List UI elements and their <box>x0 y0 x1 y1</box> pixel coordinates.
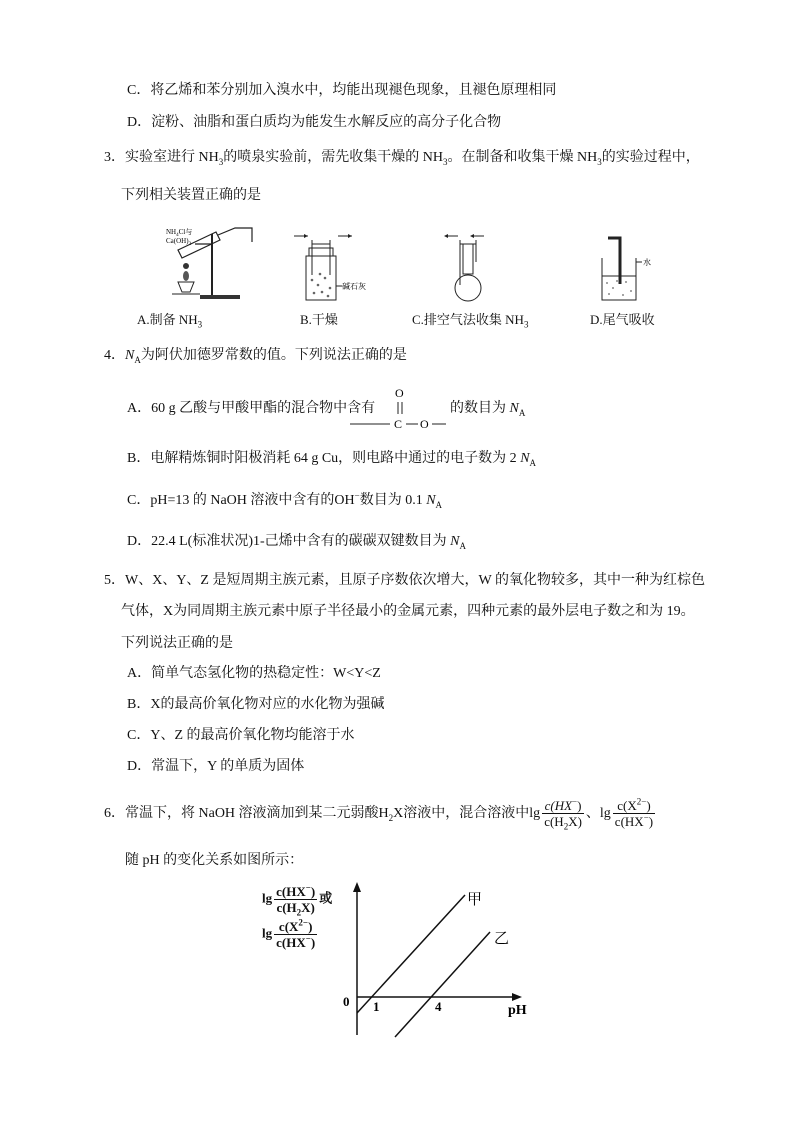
struct-carbon: C <box>394 417 403 431</box>
superscript: − <box>305 882 311 893</box>
q3-stem-part: 的喷泉实验前，需先收集干燥的 NH <box>223 150 443 165</box>
q4-stem <box>104 346 407 366</box>
lg-label: lg <box>262 890 273 906</box>
caption-a <box>137 311 202 329</box>
lg-label: lg <box>262 925 273 941</box>
subscript: 2 <box>388 812 394 823</box>
apparatus-d-label: 水 <box>643 258 651 267</box>
apparatus-a-figure <box>160 222 260 304</box>
q5-option-a: A．简单气态氢化物的热稳定性：W<Y<Z <box>127 666 381 681</box>
frac-numerator: c(X <box>278 919 299 934</box>
caption-c <box>412 311 528 329</box>
superscript: − <box>572 796 578 807</box>
series-jia-line <box>357 895 465 1013</box>
lg-label: lg <box>599 806 611 821</box>
avogadro-symbol: N <box>125 348 135 363</box>
subscript: A <box>459 540 466 551</box>
avogadro-symbol: N <box>509 401 519 416</box>
acid-formula-x: X <box>393 806 404 821</box>
q5-stem-line1: 5．W、X、Y、Z 是短周期主族元素，且原子序数依次增大，W 的氧化物较多，其中一种为红棕色 <box>104 573 705 588</box>
q4-option-b-text: B．电解精炼铜时阳极消耗 64 g Cu，则电路中通过的电子数为 2 <box>127 451 517 466</box>
separator: 、 <box>585 806 600 821</box>
frac-numerator: c(HX <box>276 884 306 899</box>
q3-stem <box>104 148 700 168</box>
superscript: − <box>643 812 649 823</box>
frac-denominator: c(HX <box>614 814 644 830</box>
y-axis-arrow <box>353 882 361 892</box>
tick-1-label: 1 <box>373 999 380 1014</box>
or-label: 或 <box>319 890 333 906</box>
series-yi-line <box>395 932 490 1037</box>
frac-numerator: c(X <box>617 798 637 814</box>
q4-option-c-suffix: 数目为 0.1 <box>359 493 423 508</box>
frac-numerator: c(HX <box>544 798 573 814</box>
q5-option-d: D．常温下，Y 的单质为固体 <box>127 759 305 774</box>
avogadro-symbol: N <box>426 493 436 508</box>
x-axis-label: pH <box>508 1003 527 1018</box>
superscript: − <box>354 490 360 501</box>
subscript: A <box>134 354 141 365</box>
q3-stem-part: 。在制备和收集干燥 NH <box>447 150 598 165</box>
avogadro-symbol: N <box>450 534 460 549</box>
q5-stem-line2: 气体，X为同周期主族元素中原子半径最小的金属元素，四种元素的最外层电子数之和为 19。 <box>121 604 695 619</box>
subscript: 2 <box>296 907 302 918</box>
ph-graph <box>340 880 540 1040</box>
subscript: 3 <box>197 319 203 330</box>
frac-denominator: c(H <box>544 814 564 830</box>
q4-option-b <box>127 449 536 469</box>
subscript: 3 <box>597 156 602 167</box>
apparatus-a-label1: $NH_4Cl$与 <box>166 228 193 238</box>
q3-stem-part: 3．实验室进行 NH <box>104 150 219 165</box>
subscript: 3 <box>523 319 529 330</box>
superscript: 2− <box>636 796 647 807</box>
hydroxide-ion: OH <box>334 493 355 508</box>
series-jia-label: 甲 <box>467 892 483 908</box>
q4-option-a <box>127 399 375 419</box>
apparatus-b-figure <box>290 230 370 305</box>
q4-option-d <box>127 532 466 552</box>
frac-denominator: c(H <box>276 900 297 915</box>
acid-formula: H <box>378 806 389 821</box>
apparatus-a-label2: $Ca(OH)_2$ <box>166 237 192 247</box>
lg-label: lg <box>529 806 541 821</box>
q4-option-c-text: C．pH=13 的 NaOH 溶液中含有的 <box>127 493 335 508</box>
frac-denominator-end: X) <box>301 900 315 915</box>
fraction-x-hx: $\frac{c(X^{2-})}{c(HX^-)}$ <box>614 796 654 830</box>
q4-stem-text: 为阿伏加德罗常数的值。下列说法正确的是 <box>140 348 407 363</box>
apparatus-b-label: 碱石灰 <box>342 282 366 291</box>
subscript: A <box>435 499 443 510</box>
superscript: − <box>305 933 311 944</box>
frac-denominator-end: X) <box>568 814 582 830</box>
subscript: 3 <box>218 156 224 167</box>
origin-label: 0 <box>343 994 350 1009</box>
q5-stem-line3: 下列说法正确的是 <box>121 636 233 651</box>
avogadro-symbol: N <box>520 451 530 466</box>
graph-ylabel: lg $\frac{c(HX^-)}{c(H_2X)}$ 或 lg $\frac{c(X^{2-})}{c(HX^-)}$ <box>262 882 333 950</box>
q6-stem-line2: 随 pH 的变化关系如图所示： <box>125 853 304 868</box>
q4-option-a-suffix-text: 的数目为 <box>450 401 506 416</box>
subscript: 3 <box>442 156 448 167</box>
struct-oxygen: O <box>420 417 429 431</box>
q4-option-c <box>127 491 442 511</box>
apparatus-c-figure <box>440 230 500 305</box>
q5-option-c: C．Y、Z 的最高价氧化物均能溶于水 <box>127 728 355 743</box>
caption-d: D.尾气吸收 <box>590 312 655 327</box>
superscript: 2− <box>298 917 309 928</box>
q3-stem-line2: 下列相关装置正确的是 <box>121 188 261 203</box>
x-axis-arrow <box>512 993 522 1001</box>
caption-a-text: A.制备 NH <box>137 312 198 327</box>
q4-number: 4． <box>104 348 125 363</box>
series-yi-label: 乙 <box>494 931 510 947</box>
q6-stem-text: 6．常温下，将 NaOH 溶液滴加到某二元弱酸 <box>104 806 379 821</box>
tick-4-label: 4 <box>435 999 442 1014</box>
apparatus-d-figure <box>598 236 658 304</box>
q2-option-c: C．将乙烯和苯分别加入溴水中，均能出现褪色现象，且褪色原理相同 <box>127 83 557 98</box>
subscript: A <box>518 407 526 418</box>
q4-option-d-text: D．22.4 L(标准状况)1-己烯中含有的碳碳双键数目为 <box>127 534 447 549</box>
frac-denominator: c(HX <box>276 935 306 950</box>
q4-option-a-text: A．60 g 乙酸与甲酸甲酯的混合物中含有 <box>127 401 376 416</box>
fraction-hx-h2x: $\frac{c(HX^-)}{c(H_2X)}$ <box>544 796 582 832</box>
q5-option-b: B．X的最高价氧化物对应的水化物为强碱 <box>127 697 385 712</box>
q6-stem <box>104 793 657 835</box>
subscript: A <box>529 457 537 468</box>
struct-oxygen-top: O <box>395 386 404 400</box>
caption-c-text: C.排空气法收集 NH <box>412 312 524 327</box>
q3-stem-part: 的实验过程中， <box>601 150 700 165</box>
subscript: 2 <box>563 821 569 832</box>
ester-structure <box>348 384 448 434</box>
q6-stem-text2: 溶液中，混合溶液中 <box>403 806 530 821</box>
caption-b: B.干燥 <box>300 312 338 327</box>
q2-option-d: D．淀粉、油脂和蛋白质均为能发生水解反应的高分子化合物 <box>127 115 502 130</box>
q4-option-a-suffix <box>450 399 525 419</box>
